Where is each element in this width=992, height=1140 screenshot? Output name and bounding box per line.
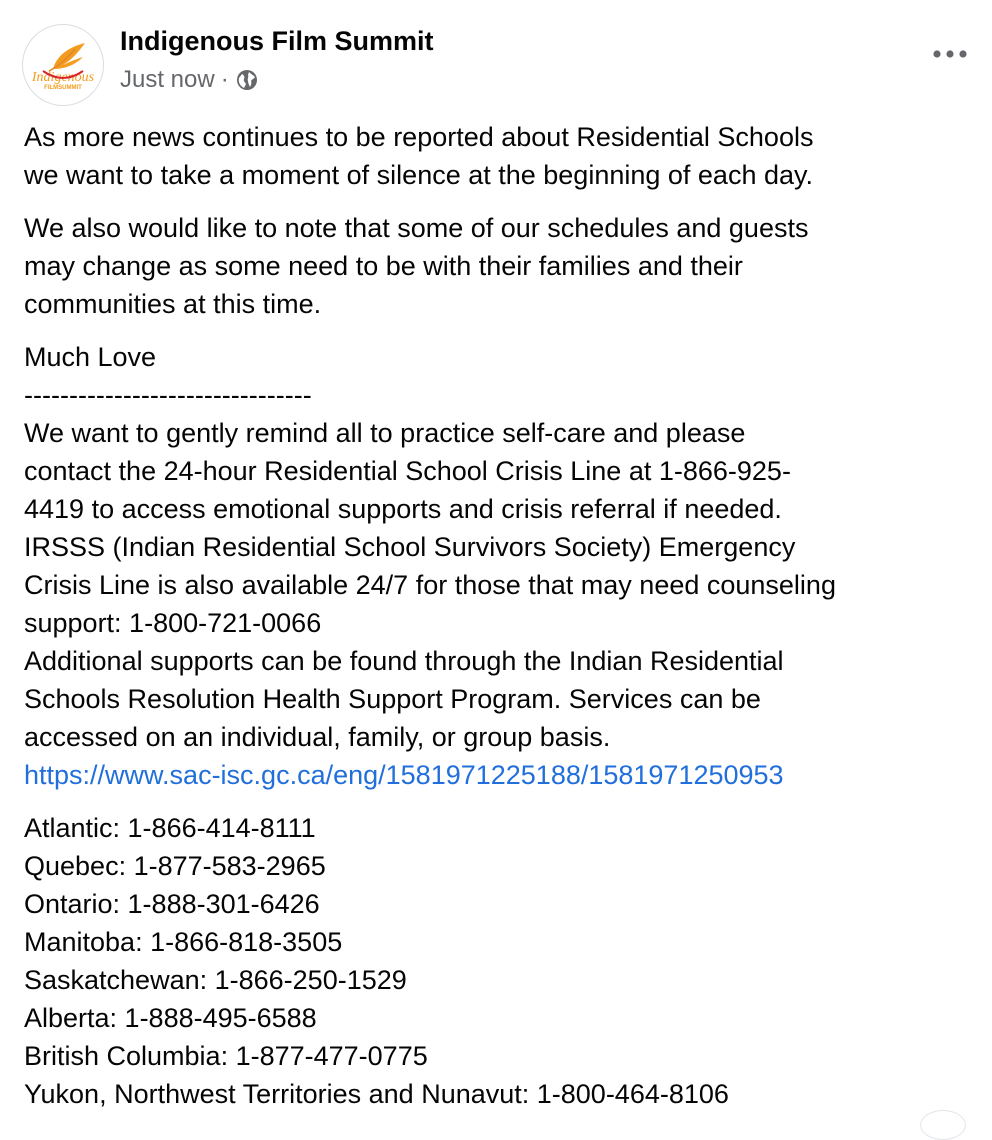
list-item: Quebec: 1-877-583-2965 bbox=[24, 851, 326, 881]
more-horizontal-icon bbox=[932, 50, 968, 58]
text-line: support: 1-800-721-0066 bbox=[24, 608, 322, 638]
feather-logo-icon bbox=[23, 25, 103, 105]
post-paragraph-2 bbox=[24, 209, 964, 323]
text-line: Crisis Line is also available 24/7 for those that may need counseling bbox=[24, 570, 836, 600]
list-item: Yukon, Northwest Territories and Nunavut: 1-800-464-8106 bbox=[24, 1079, 729, 1109]
text-line: We want to gently remind all to practice self-care and please bbox=[24, 418, 746, 448]
list-item: Ontario: 1-888-301-6426 bbox=[24, 889, 320, 919]
text-line: may change as some need to be with their families and their bbox=[24, 251, 743, 281]
list-item: Atlantic: 1-866-414-8111 bbox=[24, 813, 316, 843]
svg-text:FILMSUMMIT: FILMSUMMIT bbox=[44, 85, 82, 91]
text-line: Additional supports can be found through the Indian Residential bbox=[24, 646, 784, 676]
divider-line: -------------------------------- bbox=[24, 380, 312, 410]
list-item: Manitoba: 1-866-818-3505 bbox=[24, 927, 343, 957]
regional-phone-list bbox=[24, 809, 964, 1113]
post-paragraph-1 bbox=[24, 118, 964, 194]
page-avatar[interactable] bbox=[22, 24, 104, 106]
text-line: Much Love bbox=[24, 342, 157, 372]
meta-separator: · bbox=[220, 66, 229, 93]
list-item: Alberta: 1-888-495-6588 bbox=[24, 1003, 317, 1033]
page-name-link[interactable]: Indigenous Film Summit bbox=[120, 26, 434, 56]
post-timestamp[interactable]: Just now bbox=[120, 66, 215, 93]
text-line: 4419 to access emotional supports and crisis referral if needed. bbox=[24, 494, 782, 524]
more-options-button[interactable] bbox=[928, 42, 972, 66]
post-body bbox=[24, 118, 964, 1113]
resource-link[interactable]: https://www.sac-isc.gc.ca/eng/1581971225188/1581971250953 bbox=[24, 760, 784, 790]
list-item: Saskatchewan: 1-866-250-1529 bbox=[24, 965, 407, 995]
text-line: We also would like to note that some of our schedules and guests bbox=[24, 213, 809, 243]
text-line: As more news continues to be reported about Residential Schools bbox=[24, 122, 814, 152]
globe-icon[interactable] bbox=[235, 68, 259, 92]
text-line: contact the 24-hour Residential School Crisis Line at 1-866-925- bbox=[24, 456, 791, 486]
text-line: accessed on an individual, family, or group basis. bbox=[24, 722, 611, 752]
text-line: communities at this time. bbox=[24, 289, 322, 319]
post-meta bbox=[120, 66, 259, 94]
reaction-bubble bbox=[920, 1110, 966, 1140]
post-paragraph-3 bbox=[24, 338, 964, 794]
text-line: IRSSS (Indian Residential School Survivors Society) Emergency bbox=[24, 532, 796, 562]
post-header bbox=[22, 20, 972, 100]
text-line: Schools Resolution Health Support Program. Services can be bbox=[24, 684, 761, 714]
text-line: we want to take a moment of silence at the beginning of each day. bbox=[24, 160, 813, 190]
list-item: British Columbia: 1-877-477-0775 bbox=[24, 1041, 428, 1071]
svg-text:Indigenous: Indigenous bbox=[31, 70, 95, 85]
